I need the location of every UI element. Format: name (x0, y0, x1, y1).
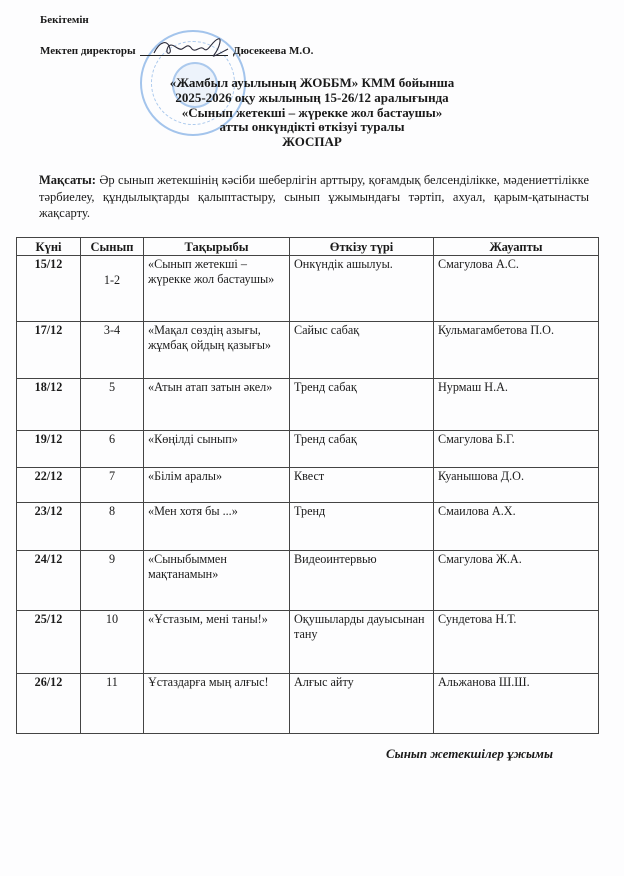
cell-responsible: Смаилова А.Х. (434, 503, 599, 551)
cell-class: 5 (81, 379, 144, 431)
cell-date: 18/12 (17, 379, 81, 431)
director-name: Дюсекеева М.О. (233, 45, 314, 57)
cell-responsible: Кульмагамбетова П.О. (434, 322, 599, 379)
cell-type: Сайыс сабақ (290, 322, 434, 379)
table-row (17, 468, 599, 503)
cell-topic: «Білім аралы» (144, 468, 290, 503)
table-row (17, 611, 599, 674)
goal-label: Мақсаты: (39, 173, 96, 187)
cell-class: 7 (81, 468, 144, 503)
cell-type: Тренд сабақ (290, 431, 434, 468)
table-row (17, 674, 599, 734)
cell-class: 6 (81, 431, 144, 468)
cell-topic: «Сынып жетекші – жүрекке жол бастаушы» (144, 256, 290, 322)
cell-topic: Ұстаздарға мың алғыс! (144, 674, 290, 734)
cell-topic: «Көңілді сынып» (144, 431, 290, 468)
cell-responsible: Смагулова Ж.А. (434, 551, 599, 611)
cell-class: 1-2 (81, 256, 144, 322)
table-row (17, 322, 599, 379)
cell-responsible: Куанышова Д.О. (434, 468, 599, 503)
cell-type: Квест (290, 468, 434, 503)
goal-text: Әр сынып жетекшінің кәсіби шеберлігін арттыру, қоғамдық белсенділікке, мәдениеттілікке тәрбиелеу, құндылықтарды қалыптастыру, сынып ұжымындағы тәртіп, ахуал, қарым-қатынасты жақсарту. (39, 173, 589, 220)
cell-responsible: Нурмаш Н.А. (434, 379, 599, 431)
title-line-2: 2025-2026 оқу жылының 15-26/12 аралығында (175, 89, 449, 105)
cell-type: Видеоинтервью (290, 551, 434, 611)
header-topic: Тақырыбы (144, 238, 290, 256)
cell-class: 3-4 (81, 322, 144, 379)
goal-paragraph (39, 172, 589, 222)
signature-icon (150, 37, 230, 59)
table-row (17, 431, 599, 468)
cell-type: Оқушыларды дауысынан тану (290, 611, 434, 674)
title-line-4: атты онкүндікті өткізуі туралы (219, 119, 405, 135)
title-line-5: ЖОСПАР (282, 134, 342, 150)
header-date: Күні (17, 238, 81, 256)
cell-topic: «Мен хотя бы ...» (144, 503, 290, 551)
cell-date: 19/12 (17, 431, 81, 468)
director-label: Мектеп директоры (40, 45, 136, 57)
cell-topic: «Мақал сөздің азығы, жұмбақ ойдың қазығы» (144, 322, 290, 379)
table-row (17, 256, 599, 322)
title-line-1: «Жамбыл ауылының ЖОББМ» КММ бойынша (169, 75, 455, 90)
cell-type: Алғыс айту (290, 674, 434, 734)
cell-topic: «Атын атап затын әкел» (144, 379, 290, 431)
cell-type: Тренд (290, 503, 434, 551)
table-header-row (17, 238, 599, 256)
cell-type: Тренд сабақ (290, 379, 434, 431)
cell-responsible: Смагулова Б.Г. (434, 431, 599, 468)
cell-date: 15/12 (17, 256, 81, 322)
header-responsible: Жауапты (434, 238, 599, 256)
cell-date: 22/12 (17, 468, 81, 503)
table-row (17, 379, 599, 431)
cell-date: 26/12 (17, 674, 81, 734)
cell-responsible: Альжанова Ш.Ш. (434, 674, 599, 734)
table-row (17, 503, 599, 551)
cell-date: 25/12 (17, 611, 81, 674)
header-type: Өткізу түрі (290, 238, 434, 256)
cell-class: 8 (81, 503, 144, 551)
document-title (0, 76, 624, 150)
cell-responsible: Сундетова Н.Т. (434, 611, 599, 674)
cell-date: 23/12 (17, 503, 81, 551)
cell-class: 11 (81, 674, 144, 734)
footer-signature: Сынып жетекшілер ұжымы (386, 746, 553, 761)
table-row (17, 551, 599, 611)
cell-class: 10 (81, 611, 144, 674)
cell-topic: «Сыныбыммен мақтанамын» (144, 551, 290, 611)
cell-responsible: Смагулова А.С. (434, 256, 599, 322)
cell-type: Онкүндік ашылуы. (290, 256, 434, 322)
approval-label: Бекітемін (40, 14, 89, 26)
header-class: Сынып (81, 238, 144, 256)
plan-table (16, 237, 599, 734)
title-line-3: «Сынып жетекші – жүрекке жол бастаушы» (181, 104, 443, 120)
cell-date: 17/12 (17, 322, 81, 379)
cell-topic: «Ұстазым, мені таны!» (144, 611, 290, 674)
cell-date: 24/12 (17, 551, 81, 611)
cell-class: 9 (81, 551, 144, 611)
